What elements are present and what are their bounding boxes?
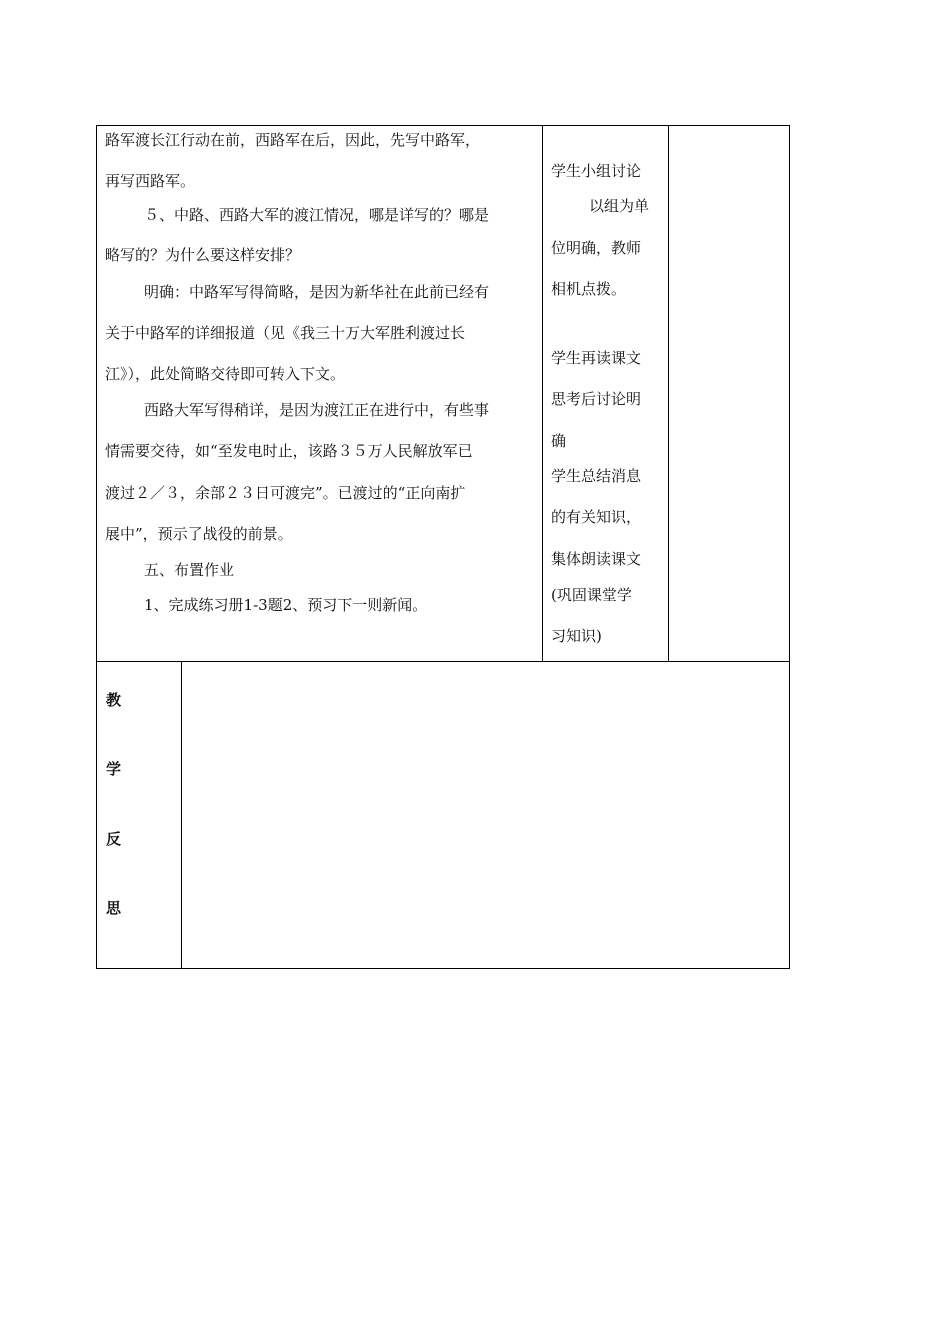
content-line: 展中”，预示了战役的前景。 <box>105 525 293 543</box>
content-line: 1、完成练习册1-3题2、预习下一则新闻。 <box>144 596 428 614</box>
content-line: 情需要交待，如“至发电时止，该路３５万人民解放军已 <box>105 442 473 460</box>
activity-line: 的有关知识， <box>551 508 642 526</box>
activity-line: 思考后讨论明 <box>551 390 642 408</box>
content-line: 关于中路军的详细报道（见《我三十万大军胜利渡过长 <box>105 324 466 342</box>
content-line: ５、中路、西路大军的渡江情况，哪是详写的？哪是 <box>144 206 490 224</box>
reflection-label-char: 学 <box>106 760 122 778</box>
activity-line: 相机点拨。 <box>551 280 627 298</box>
content-line: 江》），此处简略交待即可转入下文。 <box>105 365 346 383</box>
activity-line: 学生小组讨论 <box>551 162 642 180</box>
reflection-label-char: 思 <box>106 899 122 917</box>
reflection-label-char: 教 <box>106 691 122 709</box>
content-line: 路军渡长江行动在前，西路军在后，因此，先写中路军， <box>105 131 481 149</box>
activity-line: 学生再读课文 <box>551 349 642 367</box>
table-right-border <box>789 125 790 969</box>
content-line: 再写西路军。 <box>105 172 196 190</box>
activity-line: 集体朗读课文 <box>551 550 642 568</box>
content-line: 渡过２／３，余部２３日可渡完”。已渡过的“正向南扩 <box>105 484 466 502</box>
activity-line: (巩固课堂学 <box>551 586 632 604</box>
section-heading: 五、布置作业 <box>144 561 235 579</box>
reflection-label-char: 反 <box>106 830 122 848</box>
activity-line: 学生总结消息 <box>551 467 642 485</box>
activity-line: 确 <box>551 432 567 450</box>
reflection-label-cell <box>96 662 181 968</box>
content-line: 西路大军写得稍详，是因为渡江正在进行中，有些事 <box>144 401 490 419</box>
content-line: 略写的？为什么要这样安排？ <box>105 246 301 264</box>
reflection-content-cell <box>182 662 789 968</box>
table-bottom-border <box>96 968 790 969</box>
student-activity-cell <box>543 125 669 662</box>
teaching-content-cell <box>96 125 543 662</box>
activity-line: 位明确，教师 <box>551 239 642 257</box>
lesson-table <box>96 125 790 969</box>
activity-line: 以组为单 <box>589 197 650 215</box>
empty-cell <box>669 125 789 661</box>
activity-line: 习知识) <box>551 627 602 645</box>
content-line: 明确：中路军写得简略，是因为新华社在此前已经有 <box>144 283 490 301</box>
